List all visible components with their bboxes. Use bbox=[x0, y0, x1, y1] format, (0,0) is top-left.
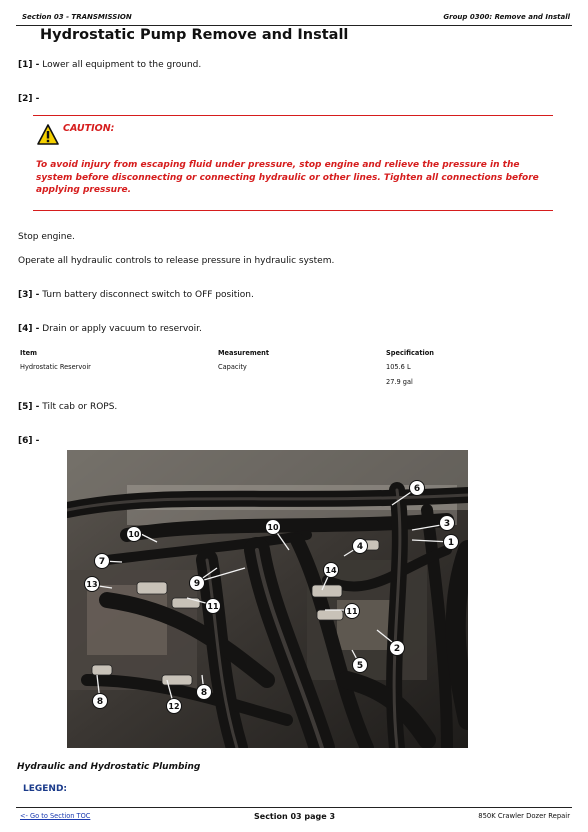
step-text: Turn battery disconnect switch to OFF position. bbox=[42, 290, 254, 300]
callout-8 bbox=[93, 694, 108, 709]
callout-6 bbox=[410, 481, 425, 496]
svg-text:13: 13 bbox=[86, 580, 98, 590]
svg-text:4: 4 bbox=[356, 542, 364, 553]
section-toc-link[interactable]: <- Go to Section TOC bbox=[20, 812, 91, 820]
step-number: [5] - bbox=[18, 402, 40, 412]
callout-12 bbox=[167, 699, 182, 714]
footer-divider bbox=[16, 807, 572, 808]
svg-text:8: 8 bbox=[96, 697, 104, 708]
table-cell-measurement: Capacity bbox=[218, 363, 247, 371]
group-header: Group 0300: Remove and Install bbox=[443, 13, 570, 21]
step-number: [3] - bbox=[18, 290, 40, 300]
table-cell-spec-liters: 105.6 L bbox=[386, 363, 411, 371]
svg-text:9: 9 bbox=[193, 579, 201, 590]
photo-caption: Hydraulic and Hydrostatic Plumbing bbox=[17, 762, 201, 772]
svg-text:6: 6 bbox=[413, 484, 421, 495]
svg-text:2: 2 bbox=[393, 644, 401, 655]
step-text: Tilt cab or ROPS. bbox=[42, 402, 118, 412]
step-text: Lower all equipment to the ground. bbox=[42, 60, 202, 70]
svg-text:11: 11 bbox=[346, 607, 358, 617]
callout-9 bbox=[190, 576, 205, 591]
callout-5 bbox=[353, 658, 368, 673]
step-text: Drain or apply vacuum to reservoir. bbox=[42, 324, 202, 334]
step-6 bbox=[18, 436, 39, 446]
header-divider bbox=[16, 25, 572, 26]
caution-label: CAUTION: bbox=[63, 123, 115, 134]
page-title: Hydrostatic Pump Remove and Install bbox=[40, 27, 349, 43]
callout-11 bbox=[206, 599, 221, 614]
step-number: [1] - bbox=[18, 60, 40, 70]
operate-controls-text: Operate all hydraulic controls to release pressure in hydraulic system. bbox=[18, 256, 335, 266]
callout-10 bbox=[127, 527, 142, 542]
callout-10 bbox=[266, 520, 281, 535]
svg-text:12: 12 bbox=[168, 702, 180, 712]
step-number: [4] - bbox=[18, 324, 40, 334]
callout-4 bbox=[353, 539, 368, 554]
callout-11 bbox=[345, 604, 360, 619]
svg-text:11: 11 bbox=[207, 602, 219, 612]
step-5 bbox=[18, 402, 117, 412]
step-1 bbox=[18, 60, 201, 70]
svg-text:14: 14 bbox=[325, 566, 337, 576]
table-cell-item: Hydrostatic Reservoir bbox=[20, 363, 91, 371]
callout-14 bbox=[324, 563, 339, 578]
svg-text:10: 10 bbox=[128, 530, 140, 540]
step-number: [6] - bbox=[18, 436, 40, 446]
table-header-item: Item bbox=[20, 349, 37, 357]
page-number: Section 03 page 3 bbox=[254, 812, 336, 821]
svg-text:7: 7 bbox=[98, 557, 106, 568]
step-4 bbox=[18, 324, 202, 334]
warning-triangle-icon bbox=[37, 124, 59, 146]
svg-text:3: 3 bbox=[443, 519, 451, 530]
callout-2 bbox=[390, 641, 405, 656]
caution-top-rule bbox=[33, 115, 553, 116]
svg-text:5: 5 bbox=[356, 661, 364, 672]
step-2 bbox=[18, 94, 39, 104]
callout-7 bbox=[95, 554, 110, 569]
legend-heading: LEGEND: bbox=[23, 784, 68, 794]
svg-text:8: 8 bbox=[200, 688, 208, 699]
step-number: [2] - bbox=[18, 94, 40, 104]
stop-engine-text: Stop engine. bbox=[18, 232, 75, 242]
callout-13 bbox=[85, 577, 100, 592]
svg-text:10: 10 bbox=[267, 523, 279, 533]
section-header: Section 03 - TRANSMISSION bbox=[22, 13, 132, 21]
table-cell-spec-gallons: 27.9 gal bbox=[386, 378, 413, 386]
hydraulic-plumbing-photo bbox=[67, 450, 468, 748]
callout-1 bbox=[444, 535, 459, 550]
table-header-specification: Specification bbox=[386, 349, 434, 357]
table-header-measurement: Measurement bbox=[218, 349, 270, 357]
caution-text: To avoid injury from escaping fluid under pressure, stop engine and relieve the pressure in the system before disconnecting or connecting hydraulic or other lines. Tighten all connections before applying pressure. bbox=[36, 160, 539, 195]
step-3 bbox=[18, 290, 254, 300]
callout-3 bbox=[440, 516, 455, 531]
document-title: 850K Crawler Dozer Repair bbox=[478, 812, 570, 820]
callout-8 bbox=[197, 685, 212, 700]
svg-text:1: 1 bbox=[447, 538, 455, 549]
caution-bottom-rule bbox=[33, 210, 553, 211]
